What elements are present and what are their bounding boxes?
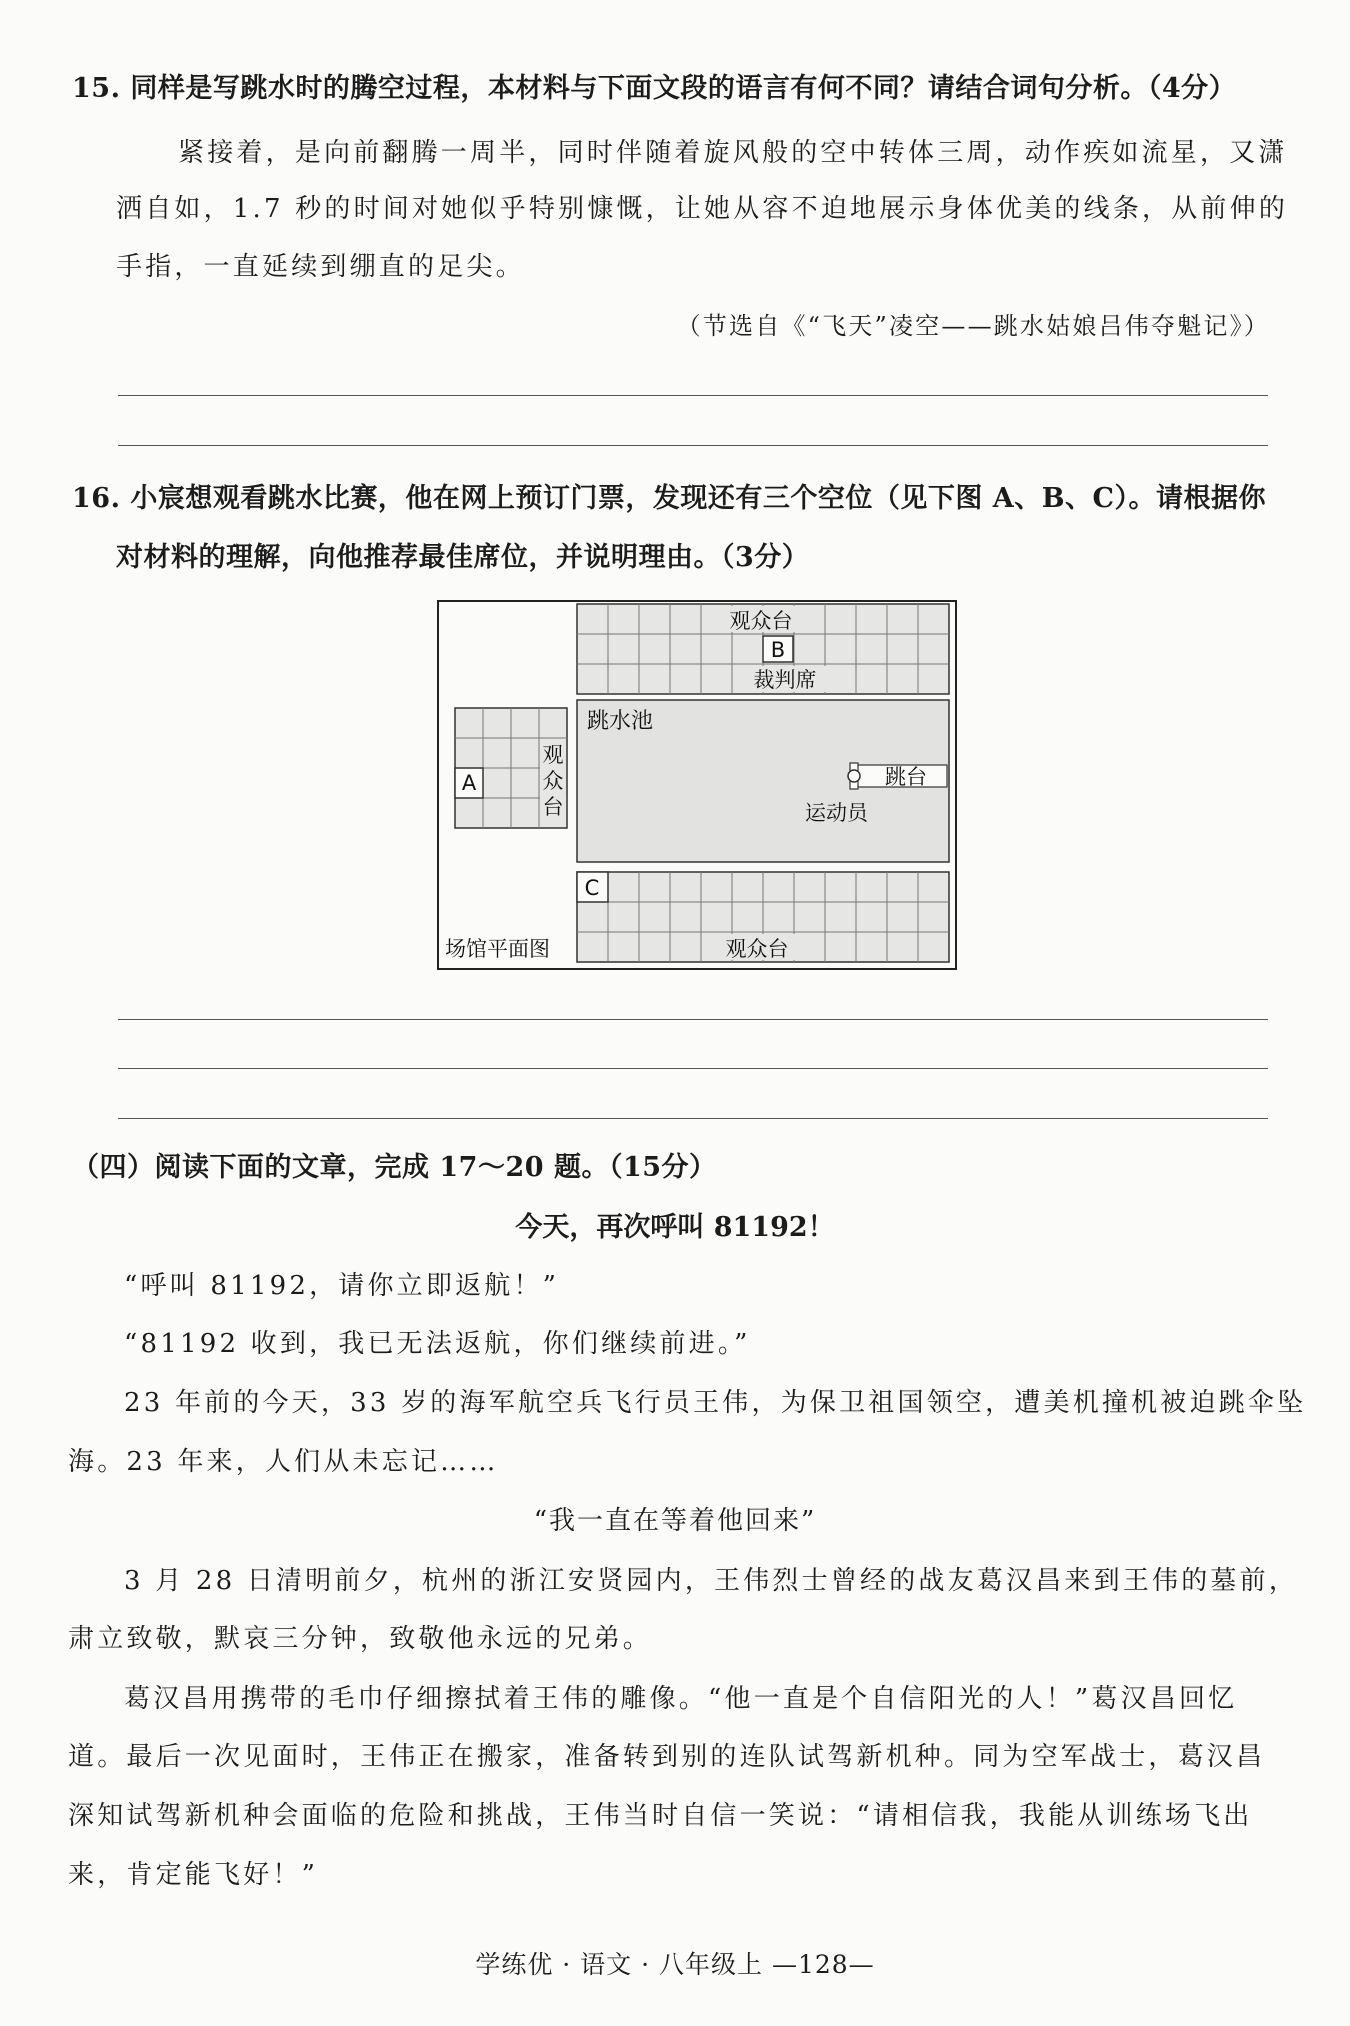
article-title: 今天，再次呼叫 81192！	[515, 1212, 835, 1243]
seat-b-label: B	[770, 638, 786, 662]
left-stand-char: 观	[542, 743, 564, 767]
athlete-marker	[848, 770, 860, 782]
answer-line[interactable]	[118, 1118, 1268, 1119]
top-stand-label: 观众台	[729, 609, 793, 633]
answer-line[interactable]	[118, 1068, 1268, 1069]
article-line: “81192 收到，我已无法返航，你们继续前进。”	[124, 1329, 751, 1359]
passage-line-1: 紧接着，是向前翻腾一周半，同时伴随着旋风般的空中转体三周，动作疾如流星，又潇	[178, 138, 1288, 168]
article-line: 23 年前的今天，33 岁的海军航空兵飞行员王伟，为保卫祖国领空，遭美机撞机被迫跳伞坠	[124, 1388, 1307, 1418]
top-stand	[577, 604, 949, 694]
bottom-stand	[577, 872, 949, 962]
question-15: 15. 同样是写跳水时的腾空过程，本材料与下面文段的语言有何不同？请结合词句分析。（4分）	[72, 73, 1237, 104]
article-line: 深知试驾新机种会面临的危险和挑战，王伟当时自信一笑说：“请相信我，我能从训练场飞出	[68, 1801, 1253, 1831]
venue-label: 场馆平面图	[445, 937, 550, 961]
passage-line-3: 手指，一直延续到绷直的足尖。	[116, 252, 525, 282]
seat-c-label: C	[584, 876, 600, 900]
section-4-instruction: （四）阅读下面的文章，完成 17～20 题。（15分）	[72, 1152, 717, 1183]
article-line: “呼叫 81192，请你立即返航！”	[124, 1271, 560, 1301]
venue-floor-plan	[437, 600, 957, 970]
article-line: 海。23 年来，人们从未忘记……	[68, 1447, 499, 1477]
page-footer: 学练优 · 语文 · 八年级上 —128—	[475, 1950, 875, 1979]
question-16-line-1: 16. 小宸想观看跳水比赛，他在网上预订门票，发现还有三个空位（见下图 A、B、C）。请根据你	[72, 483, 1267, 514]
answer-line[interactable]	[118, 445, 1268, 446]
answer-line[interactable]	[118, 1019, 1268, 1020]
article-line: 3 月 28 日清明前夕，杭州的浙江安贤园内，王伟烈士曾经的战友葛汉昌来到王伟的墓前，	[124, 1566, 1299, 1596]
article-line: 道。最后一次见面时，王伟正在搬家，准备转到别的连队试驾新机种。同为空军战士，葛汉昌	[68, 1742, 1266, 1772]
bottom-stand-label: 观众台	[725, 937, 789, 961]
article-line: 肃立致敬，默哀三分钟，致敬他永远的兄弟。	[68, 1624, 653, 1654]
passage-source: （节选自《“飞天”凌空——跳水姑娘吕伟夺魁记》）	[676, 312, 1270, 340]
athlete-label: 运动员	[805, 801, 868, 825]
diving-pool	[577, 700, 949, 862]
platform-label: 跳台	[885, 765, 927, 789]
left-stand	[455, 708, 567, 828]
passage-line-2: 洒自如，1.7 秒的时间对她似乎特别慷慨，让她从容不迫地展示身体优美的线条，从前伸的	[116, 194, 1289, 224]
judges-label: 裁判席	[753, 668, 817, 692]
article-line: 来，肯定能飞好！”	[68, 1860, 319, 1890]
question-16-line-2: 对材料的理解，向他推荐最佳席位，并说明理由。（3分）	[116, 542, 810, 573]
pool-label: 跳水池	[587, 709, 654, 734]
answer-line[interactable]	[118, 395, 1268, 396]
seat-a-label: A	[461, 771, 477, 795]
article-subtitle: “我一直在等着他回来”	[533, 1506, 817, 1536]
left-stand-char: 众	[542, 769, 564, 793]
article-line: 葛汉昌用携带的毛巾仔细擦拭着王伟的雕像。“他一直是个自信阳光的人！”葛汉昌回忆	[124, 1684, 1238, 1714]
left-stand-char: 台	[542, 795, 564, 819]
